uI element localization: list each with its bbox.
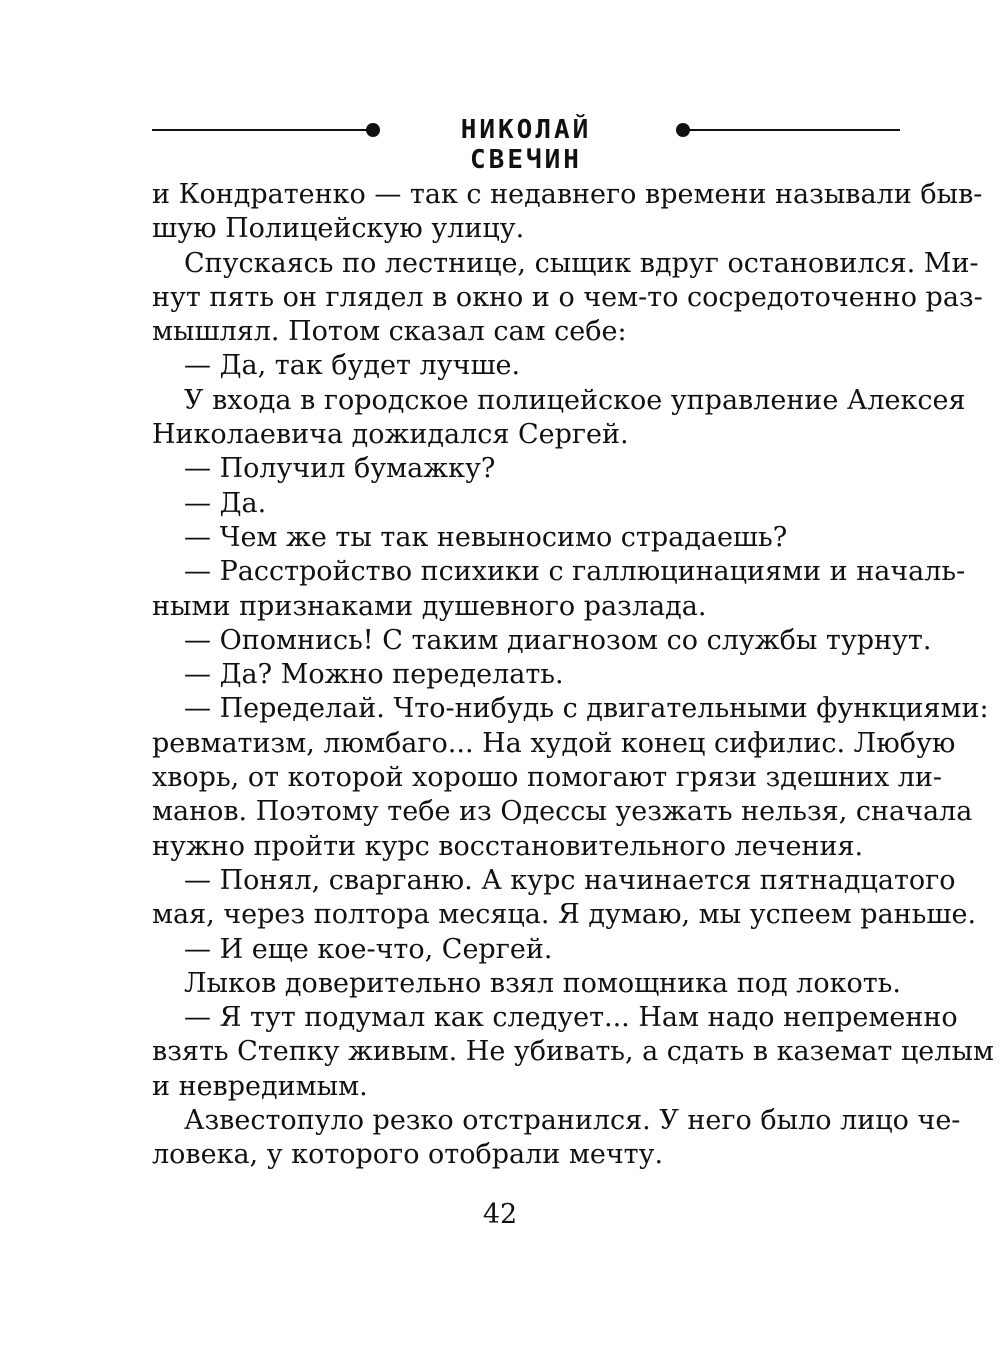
text-line: ными признаками душевного разлада.	[152, 590, 707, 622]
header-rule-left	[152, 129, 370, 131]
header-dot-left-icon	[366, 123, 380, 137]
text-line: — И еще кое-что, Сергей.	[184, 933, 553, 965]
text-line: — Понял, сварганю. А курс начинается пятнадцатого	[184, 864, 956, 896]
text-line: — Да? Можно переделать.	[184, 659, 564, 691]
running-title-author: НИКОЛАЙ СВЕЧИН	[460, 115, 592, 175]
text-line: У входа в городское полицейское управление Алексея	[184, 384, 966, 416]
text-line: — Я тут подумал как следует... Нам надо непременно	[184, 1002, 958, 1034]
text-line: и Кондратенко — так с недавнего времени называли быв-	[152, 179, 983, 210]
text-line: Спускаясь по лестнице, сыщик вдруг остановился. Ми-	[184, 247, 979, 279]
text-line: — Да.	[184, 487, 267, 519]
text-line: — Переделай. Что-нибудь с двигательными функциями:	[184, 693, 989, 725]
text-line: нут пять он глядел в окно и о чем-то сосредоточенно раз-	[152, 281, 983, 313]
text-line: — Опомнись! С таким диагнозом со службы турнут.	[184, 624, 932, 656]
text-line: Лыков доверительно взял помощника под локоть.	[184, 967, 901, 999]
text-line: Азвестопуло резко отстранился. У него было лицо че-	[184, 1105, 961, 1137]
text-line: ловека, у которого отобрали мечту.	[152, 1139, 664, 1171]
page-number: 42	[482, 1199, 518, 1230]
body-text	[152, 178, 994, 1173]
text-line: мышлял. Потом сказал сам себе:	[152, 316, 627, 348]
text-line: и невредимым.	[152, 1070, 368, 1102]
text-line: — Чем же ты так невыносимо страдаешь?	[184, 521, 788, 553]
text-line: шую Полицейскую улицу.	[152, 213, 525, 245]
text-line: — Да, так будет лучше.	[184, 350, 521, 382]
header-rule-right	[684, 129, 900, 131]
text-line: нужно пройти курс восстановительного лечения.	[152, 830, 864, 862]
text-line: Николаевича дожидался Сергей.	[152, 419, 629, 451]
text-line: хворь, от которой хорошо помогают грязи здешних ли-	[152, 762, 943, 794]
text-line: — Расстройство психики с галлюцинациями и началь-	[184, 556, 966, 588]
text-line: мая, через полтора месяца. Я думаю, мы успеем раньше.	[152, 899, 977, 931]
text-line: — Получил бумажку?	[184, 453, 496, 485]
running-header	[152, 112, 900, 175]
text-line: манов. Поэтому тебе из Одессы уезжать нельзя, сначала	[152, 796, 973, 828]
text-line: ревматизм, люмбаго... На худой конец сифилис. Любую	[152, 727, 956, 759]
text-line: взять Степку живым. Не убивать, а сдать в каземат целым	[152, 1036, 994, 1068]
